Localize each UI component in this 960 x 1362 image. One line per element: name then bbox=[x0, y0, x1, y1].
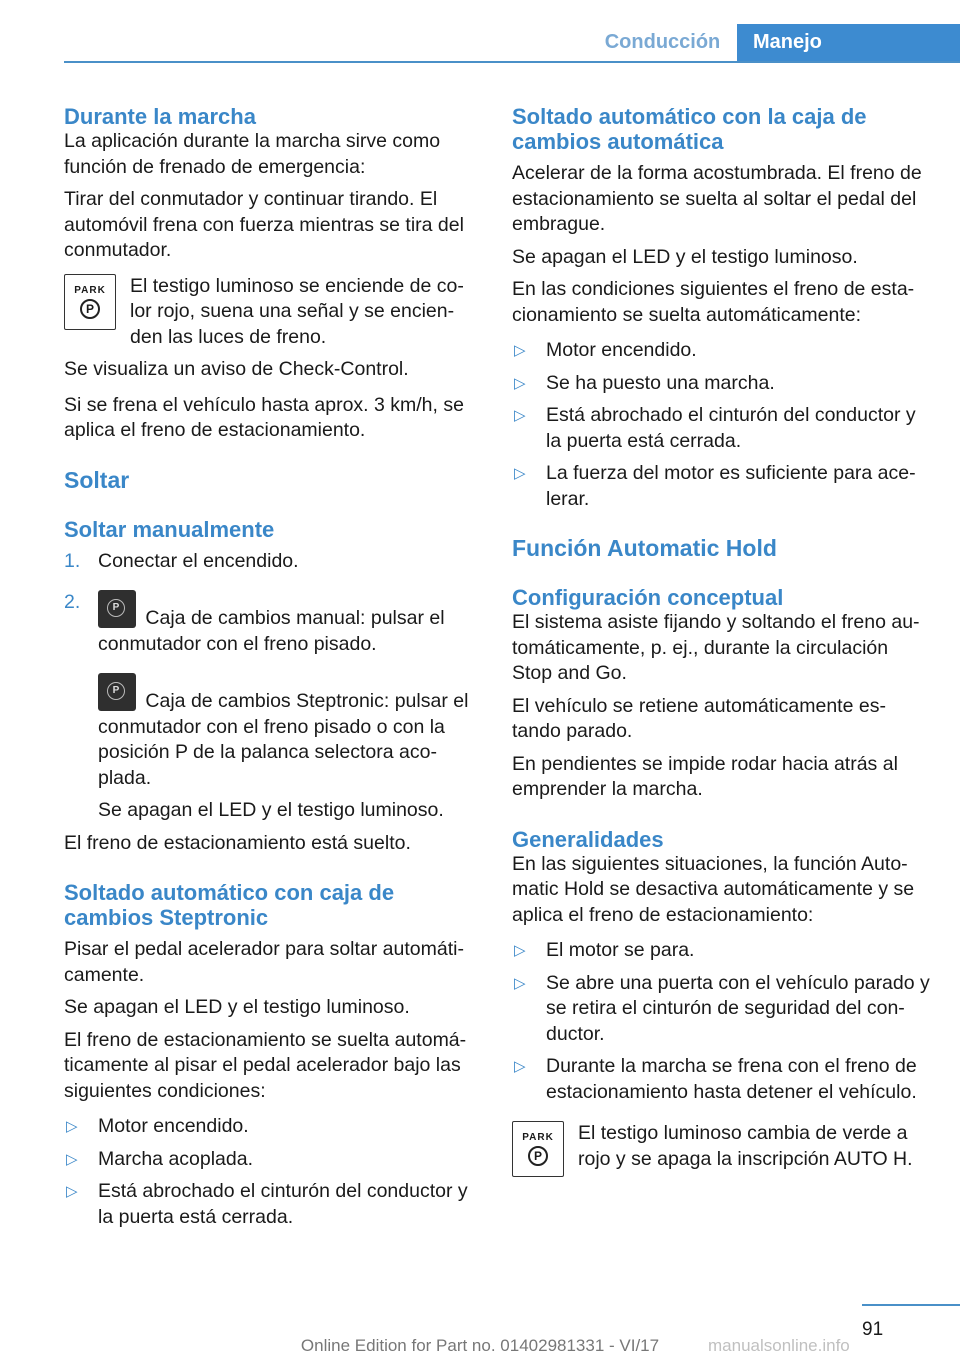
paragraph: Se apagan el LED y el testigo luminoso. bbox=[64, 996, 410, 1018]
footer-edition: Online Edition for Part no. 01402981331 - VI/17 bbox=[300, 1336, 660, 1355]
list-item bbox=[64, 549, 484, 575]
paragraph: El freno de estacionamiento está suelto. bbox=[64, 831, 411, 854]
bullet-text: La fuerza del motor es suficiente para ace‐lerar. bbox=[546, 462, 916, 510]
bullet-icon: ▷ bbox=[514, 407, 526, 424]
p-circle-icon: P bbox=[80, 299, 100, 319]
park-indicator-note bbox=[64, 274, 484, 351]
bullet-text: Se ha puesto una marcha. bbox=[546, 371, 775, 394]
list-item bbox=[64, 1147, 484, 1173]
bullet-text: Motor encendido. bbox=[546, 339, 697, 361]
left-column bbox=[64, 104, 484, 1230]
tab-manejo[interactable]: Manejo bbox=[737, 24, 960, 61]
paragraph: En las condiciones siguientes el freno de esta‐cionamiento se suelta automáticamente: bbox=[512, 278, 915, 326]
paragraph: Se apagan el LED y el testigo luminoso. bbox=[512, 245, 858, 268]
bullet-text: Motor encendido. bbox=[98, 1115, 249, 1137]
list-item bbox=[64, 1179, 484, 1230]
list-item bbox=[64, 590, 484, 824]
right-column bbox=[512, 104, 932, 1177]
step-text: Caja de cambios manual: pulsar el conmutador con el freno pisado. bbox=[98, 607, 445, 655]
bullet-icon: ▷ bbox=[514, 465, 526, 482]
park-icon-label: PARK bbox=[522, 1132, 554, 1143]
park-brake-icon bbox=[64, 274, 116, 330]
bullet-text: El motor se para. bbox=[546, 939, 695, 961]
paragraph: En las siguientes situaciones, la función Auto‐matic Hold se desactiva automáticamente y se aplica el freno de estacionamiento: bbox=[512, 852, 915, 926]
paragraph: El sistema asiste fijando y soltando el freno au‐tomáticamente, p. ej., durante la circulación Stop and Go. bbox=[512, 611, 920, 684]
paragraph: Acelerar de la forma acostumbrada. El freno de estacionamiento se suelta al soltar el pedal del embrague. bbox=[512, 162, 922, 235]
bullet-icon: ▷ bbox=[66, 1150, 78, 1168]
heading-soltar-manualmente: Soltar manualmente bbox=[64, 516, 275, 542]
heading-generalidades: Generalidades bbox=[512, 826, 664, 852]
header-rule bbox=[64, 61, 960, 63]
page-number: 91 bbox=[862, 1319, 884, 1340]
list-item bbox=[512, 403, 932, 454]
step-text: Se apagan el LED y el testigo luminoso. bbox=[98, 799, 444, 821]
list-item bbox=[512, 1054, 932, 1105]
step-number: 1. bbox=[64, 549, 81, 572]
tab-conduccion[interactable]: Conducción bbox=[604, 31, 721, 53]
paragraph: En pendientes se impide rodar hacia atrás al emprender la marcha. bbox=[512, 752, 898, 800]
list-item bbox=[512, 338, 932, 364]
page-number-rule bbox=[862, 1304, 960, 1306]
list-item bbox=[512, 971, 932, 1048]
paragraph: El testigo luminoso se enciende de co‐lor rojo, suena una señal y se encien‐den las luces de freno. bbox=[130, 274, 464, 348]
bullet-text: Se abre una puerta con el vehículo parado y se retira el cinturón de seguridad del con‐ductor. bbox=[546, 971, 930, 1045]
bullet-icon: ▷ bbox=[514, 1058, 526, 1075]
bullet-text: Marcha acoplada. bbox=[98, 1147, 254, 1170]
list-item bbox=[512, 461, 932, 512]
parking-brake-button-icon bbox=[98, 590, 136, 628]
paragraph: La aplicación durante la marcha sirve como función de frenado de emergencia: bbox=[64, 130, 441, 178]
paragraph: Si se frena el vehículo hasta aprox. 3 km/h, se aplica el freno de estacionamiento. bbox=[64, 393, 464, 441]
heading-durante-marcha: Durante la marcha bbox=[64, 104, 256, 129]
heading-soltado-steptronic: Soltado automático con caja de cambios Steptronic bbox=[64, 880, 395, 930]
park-brake-icon bbox=[512, 1121, 564, 1177]
paragraph: Pisar el pedal acelerador para soltar automáti‐camente. bbox=[64, 938, 464, 986]
list-item bbox=[512, 371, 932, 397]
step-text: Conectar el encendido. bbox=[98, 549, 299, 572]
paragraph: El freno de estacionamiento se suelta automá‐ticamente al pisar el pedal acelerador bajo las siguientes condiciones: bbox=[64, 1028, 467, 1102]
step-text: Caja de cambios Steptronic: pulsar el conmutador con el freno pisado o con la posición P de la palanca selectora aco‐plada. bbox=[98, 690, 469, 789]
bullet-text: Durante la marcha se frena con el freno de estacionamiento hasta detener el vehículo. bbox=[546, 1055, 917, 1103]
parking-brake-button-icon bbox=[98, 673, 136, 711]
bullet-icon: ▷ bbox=[514, 374, 526, 392]
bullet-icon: ▷ bbox=[514, 342, 526, 359]
park-indicator-note bbox=[512, 1121, 932, 1177]
bullet-text: Está abrochado el cinturón del conductor y la puerta está cerrada. bbox=[546, 404, 916, 452]
paragraph: Tirar del conmutador y continuar tirando. El automóvil frena con fuerza mientras se tira del conmutador. bbox=[64, 188, 464, 261]
paragraph: El vehículo se retiene automáticamente es‐tando parado. bbox=[512, 694, 886, 742]
step-number: 2. bbox=[64, 591, 81, 613]
park-icon-label: PARK bbox=[74, 284, 106, 296]
list-item bbox=[512, 938, 932, 964]
p-symbol: P bbox=[107, 682, 125, 700]
p-circle-icon: P bbox=[528, 1146, 548, 1166]
bullet-icon: ▷ bbox=[66, 1118, 78, 1135]
heading-soltar: Soltar bbox=[64, 466, 130, 493]
list-item bbox=[64, 1114, 484, 1140]
bullet-icon: ▷ bbox=[514, 974, 526, 992]
heading-soltado-automatica: Soltado automático con la caja de cambios automática bbox=[512, 104, 867, 154]
p-symbol: P bbox=[107, 599, 125, 617]
watermark: manualsonline.info bbox=[708, 1336, 850, 1355]
paragraph: Se visualiza un aviso de Check-Control. bbox=[64, 358, 409, 380]
paragraph: El testigo luminoso cambia de verde a rojo y se apaga la inscripción AUTO H. bbox=[578, 1122, 913, 1170]
bullet-icon: ▷ bbox=[514, 942, 526, 959]
bullet-icon: ▷ bbox=[66, 1183, 78, 1200]
bullet-text: Está abrochado el cinturón del conductor y la puerta está cerrada. bbox=[98, 1180, 468, 1228]
heading-configuracion: Configuración conceptual bbox=[512, 585, 784, 610]
heading-automatic-hold: Función Automatic Hold bbox=[512, 535, 777, 561]
